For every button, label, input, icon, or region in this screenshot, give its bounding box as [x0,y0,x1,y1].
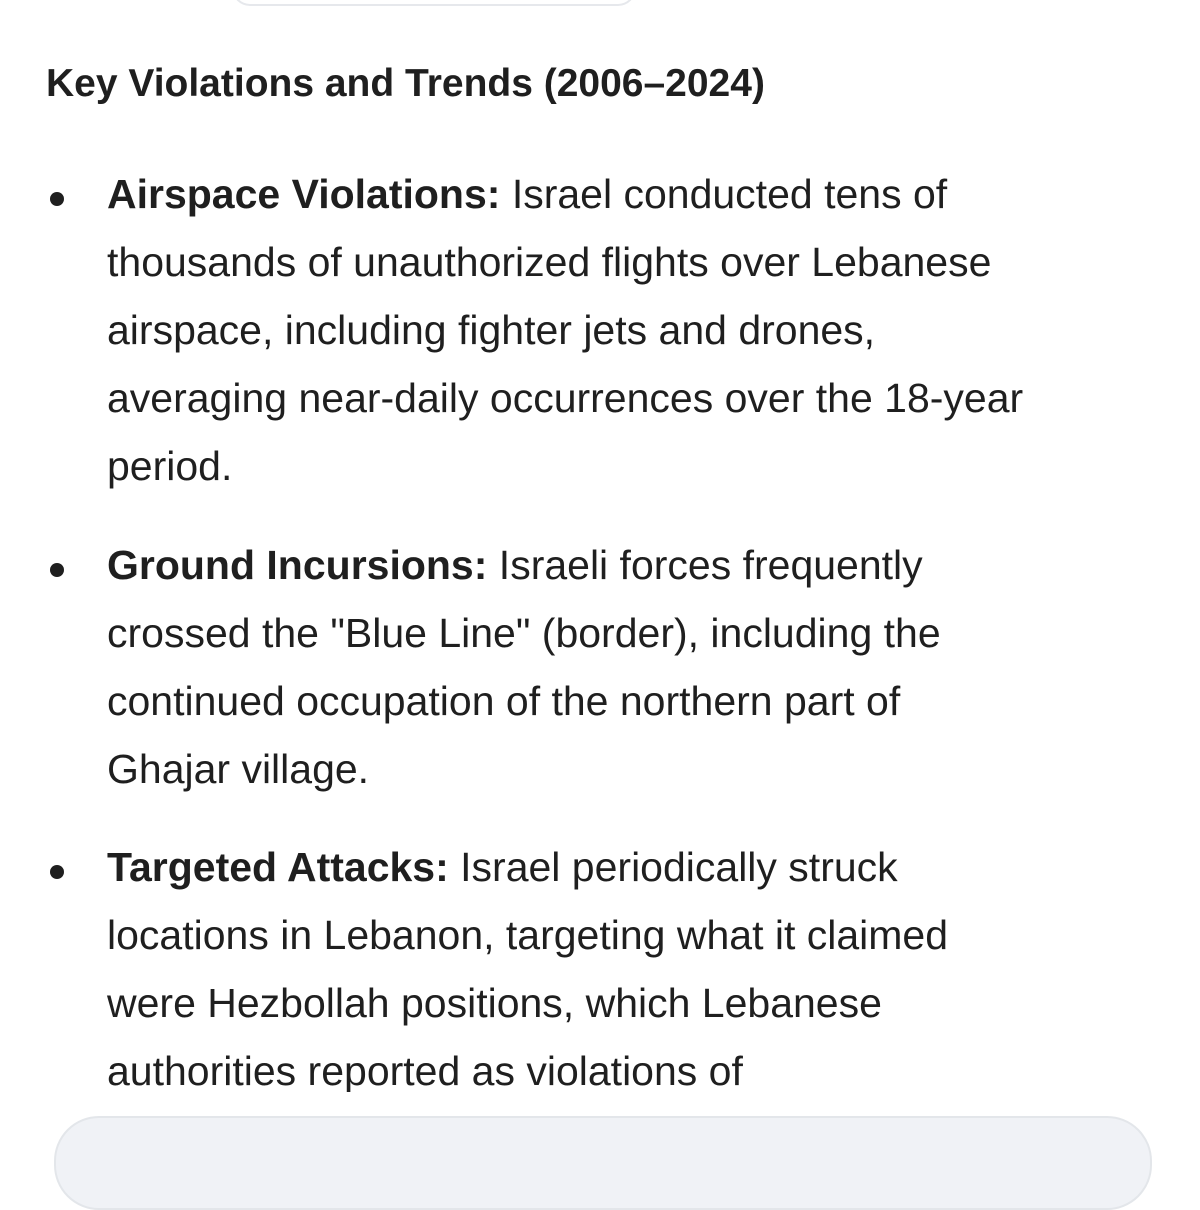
text-line: locations in Lebanon, targeting what it claimed [107,912,949,958]
list-item-text [107,160,1197,500]
bullet-icon [50,865,64,879]
item-label: Airspace Violations: [107,171,501,217]
item-label: Targeted Attacks: [107,844,449,890]
text-line: continued occupation of the northern part of [107,678,901,724]
text-line: thousands of unauthorized flights over Lebanese [107,239,992,285]
text-line: Airspace Violations: Israel conducted tens of [107,171,948,217]
text-line: period. [107,443,233,489]
list-item-text [107,833,1197,1092]
text-line: airspace, including fighter jets and drones, [107,307,876,353]
prompt-input-bar[interactable] [54,1116,1152,1210]
list-item-text [107,531,1197,803]
item-label: Ground Incursions: [107,542,488,588]
text-line: were Hezbollah positions, which Lebanese [107,980,882,1026]
bullet-icon [50,563,64,577]
text-line: averaging near-daily occurrences over the 18-year [107,375,1024,421]
section-heading: Key Violations and Trends (2006–2024) [46,62,765,105]
bullet-icon [50,192,64,206]
text-line: Targeted Attacks: Israel periodically struck [107,844,898,890]
text-line: Ghajar village. [107,746,370,792]
text-line: Ground Incursions: Israeli forces frequently [107,542,923,588]
text-line: crossed the "Blue Line" (border), including the [107,610,941,656]
text-line: authorities reported as violations of [107,1048,743,1092]
